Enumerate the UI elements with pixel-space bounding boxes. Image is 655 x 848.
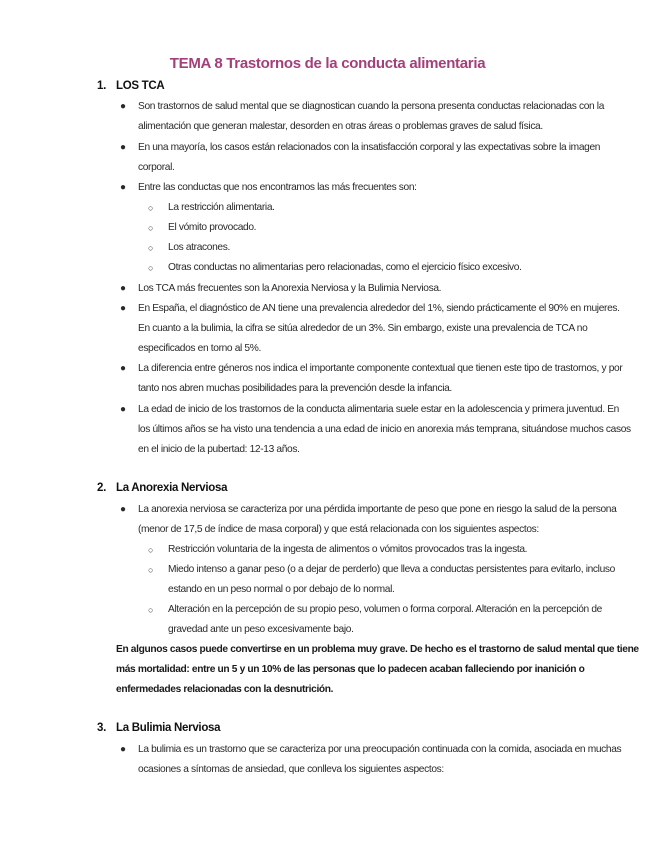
list-item: ● En España, el diagnóstico de AN tiene una prevalencia alrededor del 1%, siendo prácticamente el 90% en mujeres. En cuanto a la bulimia, la cifra se sitúa alrededor de un 3%. Sin embargo, existe una prevalencia de TCA no especificados en torno al 5%.	[120, 299, 610, 359]
bullet-icon: ●	[120, 744, 126, 755]
section-title: La Anorexia Nerviosa	[116, 482, 228, 494]
sub-list-item: ○ Otras conductas no alimentarias pero relacionadas, como el ejercicio físico excesivo.	[148, 258, 608, 278]
circle-bullet-icon: ○	[148, 243, 154, 253]
bold-paragraph: En algunos casos puede convertirse en un problema muy grave. De hecho es el trastorno de salud mental que tiene más mortalidad: entre un 5 y un 10% de las personas que lo padecen acaban falleciendo por inanición o enfermedades relacionadas con la desnutrición.	[116, 644, 639, 695]
bullet-icon: ●	[120, 283, 126, 294]
sub-list-item: ○ El vómito provocado.	[148, 218, 608, 238]
circle-bullet-icon: ○	[148, 203, 154, 213]
bullet-icon: ●	[120, 504, 126, 515]
sub-list-item: ○ Miedo intenso a ganar peso (o a dejar de perderlo) que lleva a conductas persistentes para evitarlo, incluso estando en un peso normal o por debajo de lo normal.	[148, 560, 608, 600]
list-item: ● Entre las conductas que nos encontramos las más frecuentes son:	[120, 178, 610, 198]
section-title: LOS TCA	[116, 80, 165, 92]
circle-bullet-icon: ○	[148, 565, 154, 575]
section-title: La Bulimia Nerviosa	[116, 722, 221, 734]
circle-bullet-icon: ○	[148, 263, 154, 273]
bullet-icon: ●	[120, 363, 126, 374]
list-item: ● Los TCA más frecuentes son la Anorexia Nerviosa y la Bulimia Nerviosa.	[120, 279, 610, 299]
circle-bullet-icon: ○	[148, 605, 154, 615]
section-number: 2.	[97, 482, 106, 494]
sub-list-item: ○ Los atracones.	[148, 238, 608, 258]
bullet-icon: ●	[120, 101, 126, 112]
page-title: TEMA 8 Trastornos de la conducta alimentaria	[169, 55, 486, 72]
sub-list-item: ○ La restricción alimentaria.	[148, 198, 608, 218]
section-heading-2	[97, 482, 227, 494]
list-item: ● Son trastornos de salud mental que se diagnostican cuando la persona presenta conductas relacionadas con la alimentación que generan malestar, desorden en otras áreas o problemas graves de salud física.	[120, 97, 610, 137]
list-item: ● La bulimia es un trastorno que se caracteriza por una preocupación continuada con la comida, asociada en muchas ocasiones a síntomas de ansiedad, que conlleva los siguientes aspectos:	[120, 740, 610, 780]
section-number: 3.	[97, 722, 106, 734]
bullet-icon: ●	[120, 142, 126, 153]
list-item: ● La edad de inicio de los trastornos de la conducta alimentaria suele estar en la adolescencia y primera juventud. En los últimos años se ha visto una tendencia a una edad de inicio en anorexia más temprana, situándose muchos casos en el inicio de la pubertad: 12-13 años.	[120, 400, 610, 460]
section-number: 1.	[97, 80, 106, 92]
sub-list-item: ○ Alteración en la percepción de su propio peso, volumen o forma corporal. Alteración en la percepción de gravedad ante un peso excesivamente bajo.	[148, 600, 608, 640]
bullet-icon: ●	[120, 303, 126, 314]
section-heading-3	[97, 722, 220, 734]
section-heading-1	[97, 80, 164, 92]
list-item: ● La anorexia nerviosa se caracteriza por una pérdida importante de peso que pone en riesgo la salud de la persona (menor de 17,5 de índice de masa corporal) y que está relacionada con los siguientes aspectos:	[120, 500, 610, 540]
list-item: ● La diferencia entre géneros nos indica el importante componente contextual que tienen este tipo de trastornos, y por tanto nos abren muchas posibilidades para la prevención desde la infancia.	[120, 359, 610, 399]
sub-list-item: ○ Restricción voluntaria de la ingesta de alimentos o vómitos provocados tras la ingesta.	[148, 540, 608, 560]
circle-bullet-icon: ○	[148, 223, 154, 233]
bullet-icon: ●	[120, 182, 126, 193]
list-item: ● En una mayoría, los casos están relacionados con la insatisfacción corporal y las expectativas sobre la imagen corporal.	[120, 138, 610, 178]
bullet-icon: ●	[120, 404, 126, 415]
circle-bullet-icon: ○	[148, 545, 154, 555]
